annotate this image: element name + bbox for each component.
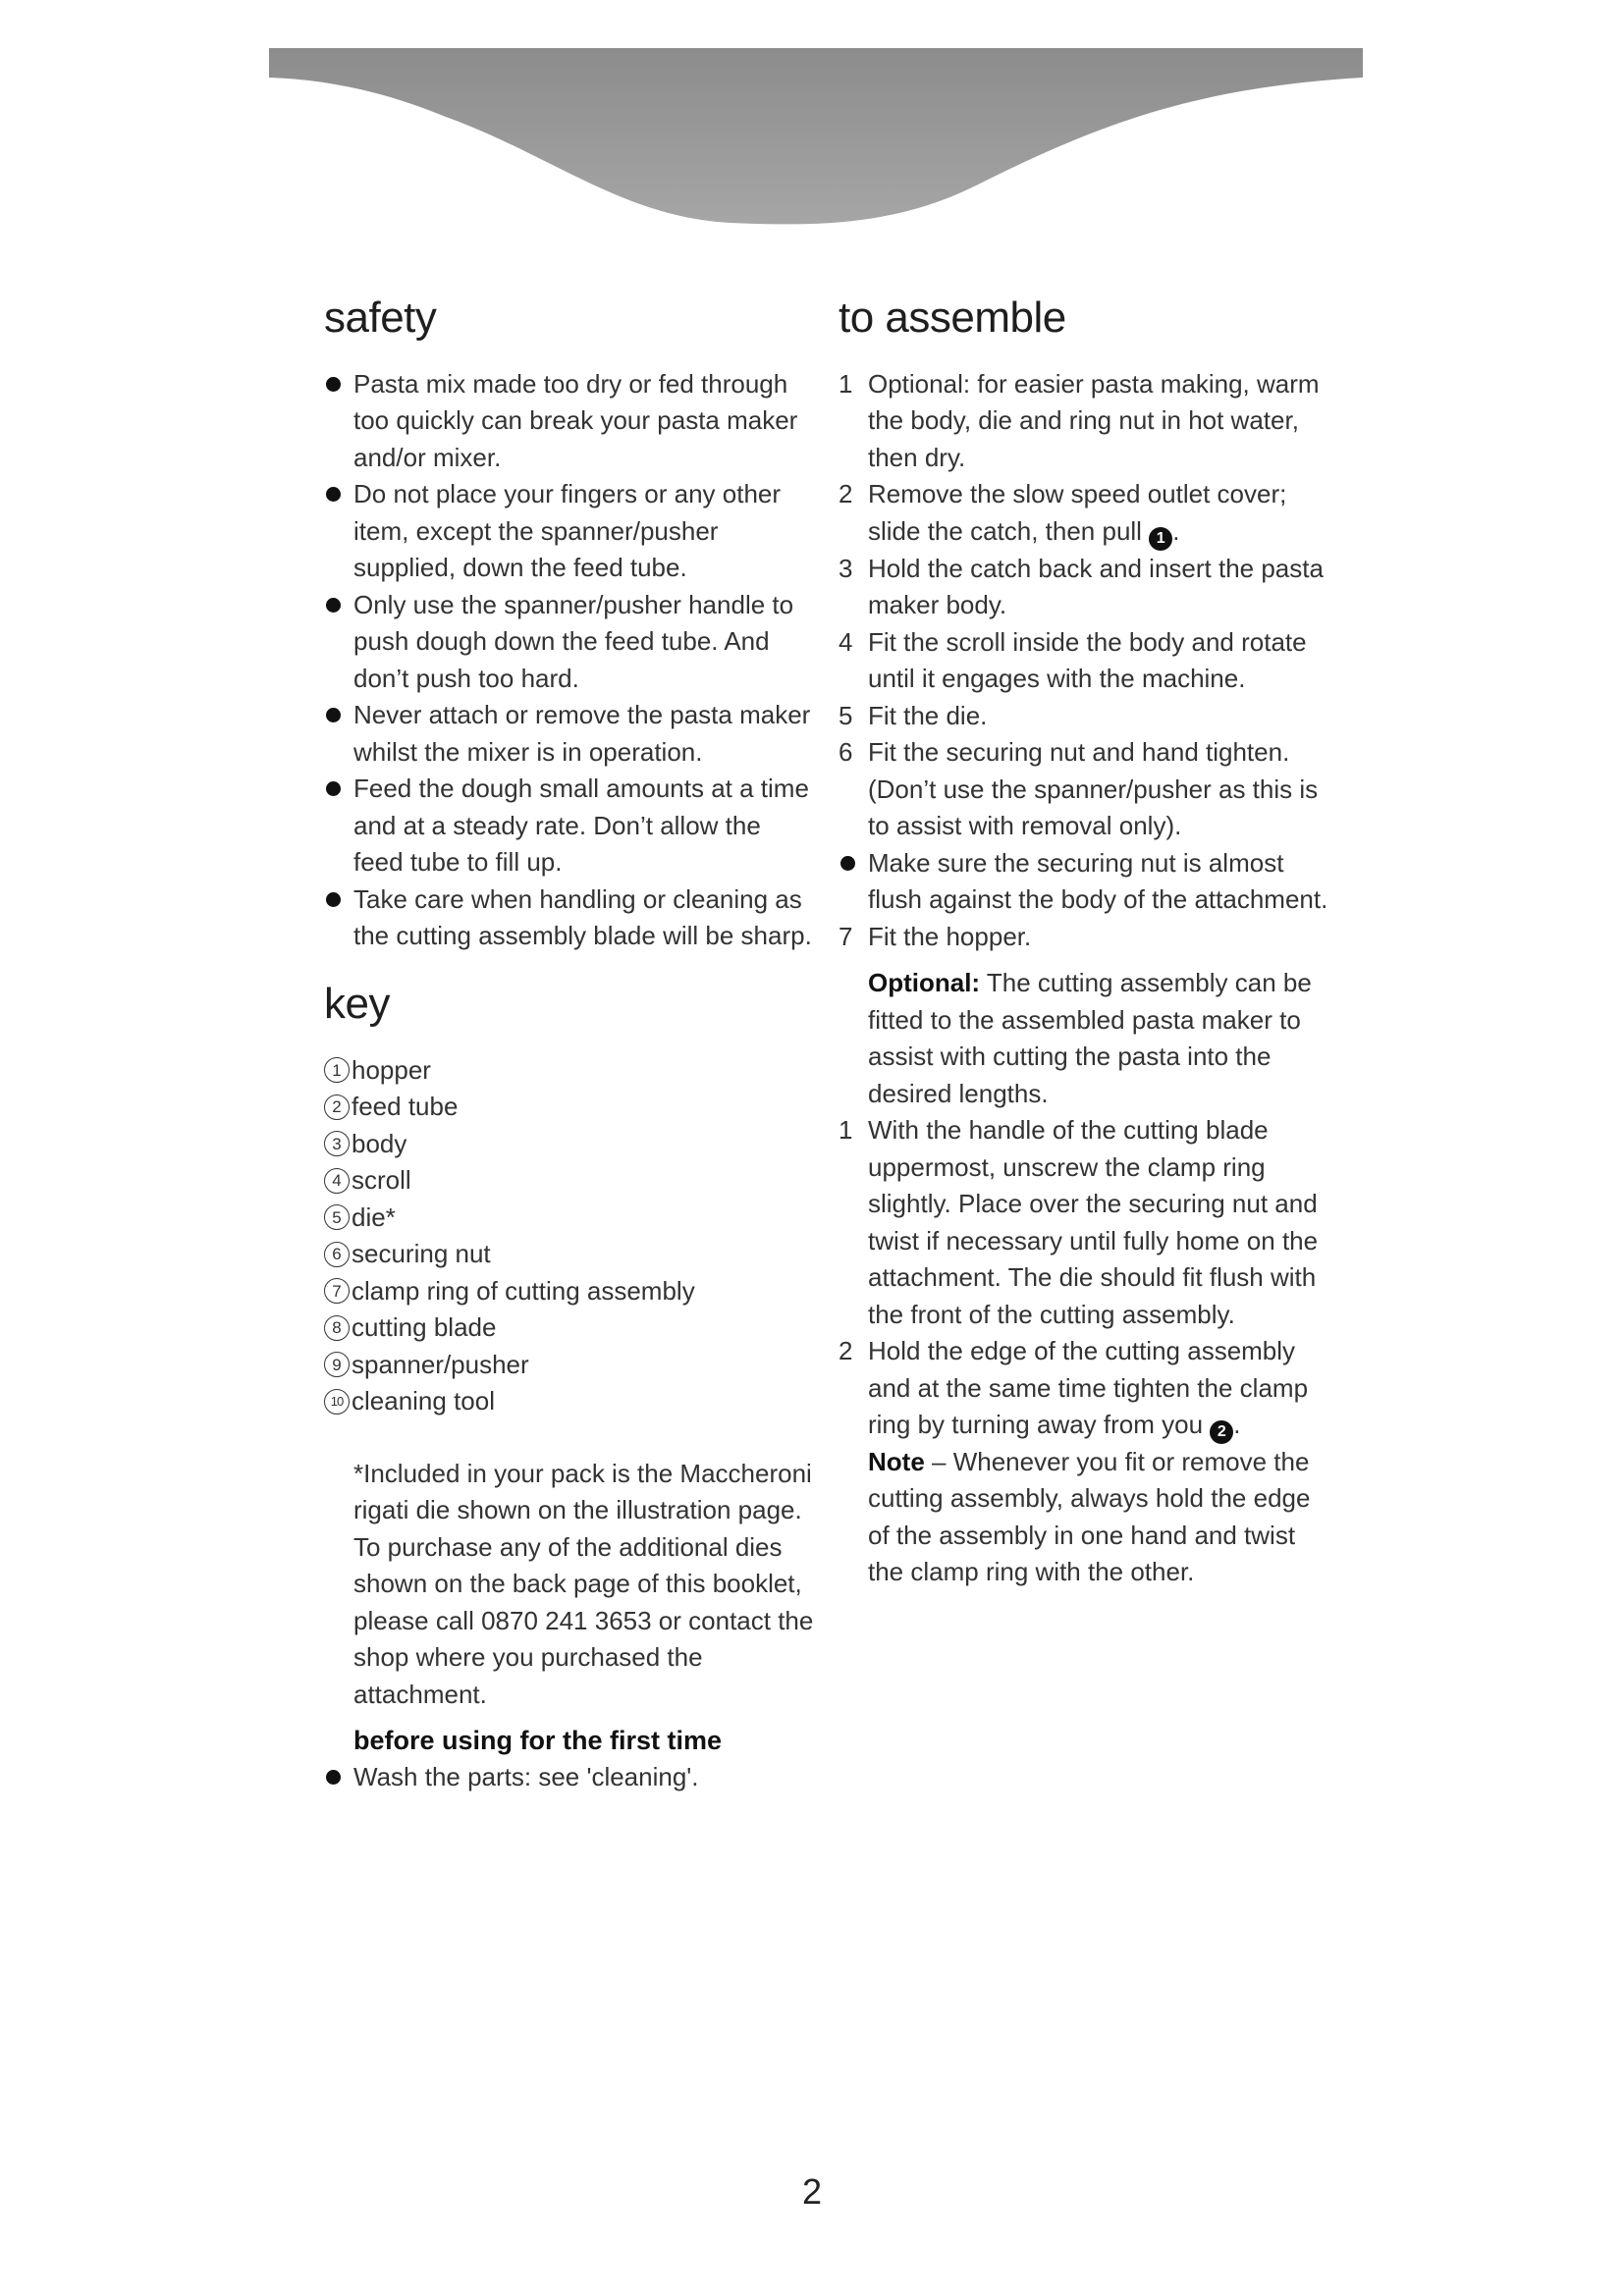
bullet-icon bbox=[326, 377, 341, 392]
key-item: 3 body bbox=[324, 1126, 815, 1163]
circled-number-icon: 8 bbox=[324, 1315, 350, 1341]
circled-number-icon: 10 bbox=[324, 1389, 350, 1415]
circled-number-icon: 7 bbox=[324, 1278, 350, 1304]
assemble-step: 1 Optional: for easier pasta making, warm the body, die and ring nut in hot water, then dry. bbox=[839, 368, 1320, 472]
key-item: 5 die* bbox=[324, 1200, 815, 1237]
note-label: Note bbox=[868, 1446, 925, 1476]
header-banner bbox=[269, 48, 1363, 235]
figure-ref-icon: 1 bbox=[1149, 527, 1172, 551]
circled-number-icon: 1 bbox=[324, 1057, 350, 1083]
assemble-bullet: Make sure the securing nut is almost flush against the body of the attachment. bbox=[839, 845, 1329, 919]
bullet-icon bbox=[326, 708, 341, 722]
key-list bbox=[324, 1052, 815, 1420]
cutting-step: 1 With the handle of the cutting blade uppermost, unscrew the clamp ring slightly. Place over the securing nut and twist if necessary until fully home on the attachment. The die should fit flush with the front of the cutting assembly. bbox=[839, 1115, 1319, 1329]
left-column bbox=[324, 293, 815, 1796]
assemble-step: 3 Hold the catch back and insert the pasta maker body. bbox=[839, 553, 1324, 620]
assemble-step: 4 Fit the scroll inside the body and rotate until it engages with the machine. bbox=[839, 626, 1307, 694]
safety-item: Feed the dough small amounts at a time and at a steady rate. Don’t allow the feed tube to fill up. bbox=[324, 771, 815, 881]
key-item: 4 scroll bbox=[324, 1162, 815, 1200]
optional-label: Optional: bbox=[868, 968, 981, 998]
optional-paragraph: Optional: The cutting assembly can be fitted to the assembled pasta maker to assist with cutting the pasta into the desired lengths. bbox=[868, 968, 1312, 1108]
figure-ref-icon: 2 bbox=[1210, 1420, 1233, 1444]
assemble-heading: to assemble bbox=[839, 294, 1066, 342]
bullet-icon bbox=[326, 598, 341, 613]
safety-item: Never attach or remove the pasta maker whilst the mixer is in operation. bbox=[324, 697, 815, 771]
cutting-step: 2 Hold the edge of the cutting assembly and at the same time tighten the clamp ring by turning away from you 2 . bbox=[839, 1333, 1329, 1444]
key-item: 9 spanner/pusher bbox=[324, 1347, 815, 1384]
note-paragraph: Note – Whenever you fit or remove the cutting assembly, always hold the edge of the assembly in one hand and twist the clamp ring with the other. bbox=[868, 1446, 1311, 1587]
key-item: 2 feed tube bbox=[324, 1089, 815, 1126]
before-first-use-item: Wash the parts: see 'cleaning'. bbox=[324, 1759, 815, 1796]
circled-number-icon: 6 bbox=[324, 1242, 350, 1267]
bullet-icon bbox=[326, 781, 341, 796]
page-number: 2 bbox=[801, 2171, 823, 2212]
cutting-steps bbox=[839, 1112, 1329, 1444]
circled-number-icon: 2 bbox=[324, 1095, 350, 1120]
right-column bbox=[839, 293, 1329, 1591]
assemble-steps bbox=[839, 366, 1329, 955]
key-item: 6 securing nut bbox=[324, 1236, 815, 1273]
circled-number-icon: 9 bbox=[324, 1352, 350, 1377]
assemble-step: 2 Remove the slow speed outlet cover; slide the catch, then pull 1 . bbox=[839, 476, 1329, 550]
safety-item: Pasta mix made too dry or fed through too quickly can break your pasta maker and/or mixer. bbox=[324, 366, 815, 477]
bullet-icon bbox=[326, 1770, 341, 1785]
safety-item: Do not place your fingers or any other item, except the spanner/pusher supplied, down the feed tube. bbox=[324, 476, 815, 587]
safety-heading: safety bbox=[324, 294, 437, 342]
assemble-step: 7 Fit the hopper. bbox=[839, 921, 1032, 951]
safety-item: Take care when handling or cleaning as the cutting assembly blade will be sharp. bbox=[324, 881, 815, 955]
key-item: 10 cleaning tool bbox=[324, 1383, 815, 1420]
assemble-step: 6 Fit the securing nut and hand tighten. (Don’t use the spanner/pusher as this is to assist with removal only). bbox=[839, 737, 1319, 841]
key-heading: key bbox=[324, 979, 390, 1028]
key-footnote: *Included in your pack is the Maccheroni rigati die shown on the illustration page. To purchase any of the additional dies shown on the back page of this booklet, please call 0870 241 3653 or contact the shop where you purchased the attachment. bbox=[353, 1458, 814, 1709]
assemble-step: 5 Fit the die. bbox=[839, 700, 988, 730]
before-first-use-heading: before using for the first time bbox=[353, 1726, 723, 1756]
key-item: 8 cutting blade bbox=[324, 1309, 815, 1347]
key-item: 7 clamp ring of cutting assembly bbox=[324, 1273, 815, 1310]
bullet-icon bbox=[326, 892, 341, 907]
safety-item: Only use the spanner/pusher handle to push dough down the feed tube. And don’t push too hard. bbox=[324, 587, 815, 698]
key-item: 1 hopper bbox=[324, 1052, 815, 1090]
bullet-icon bbox=[326, 487, 341, 502]
safety-list bbox=[324, 366, 815, 955]
bullet-icon bbox=[840, 856, 855, 871]
circled-number-icon: 4 bbox=[324, 1168, 350, 1194]
circled-number-icon: 3 bbox=[324, 1131, 350, 1156]
circled-number-icon: 5 bbox=[324, 1204, 350, 1230]
